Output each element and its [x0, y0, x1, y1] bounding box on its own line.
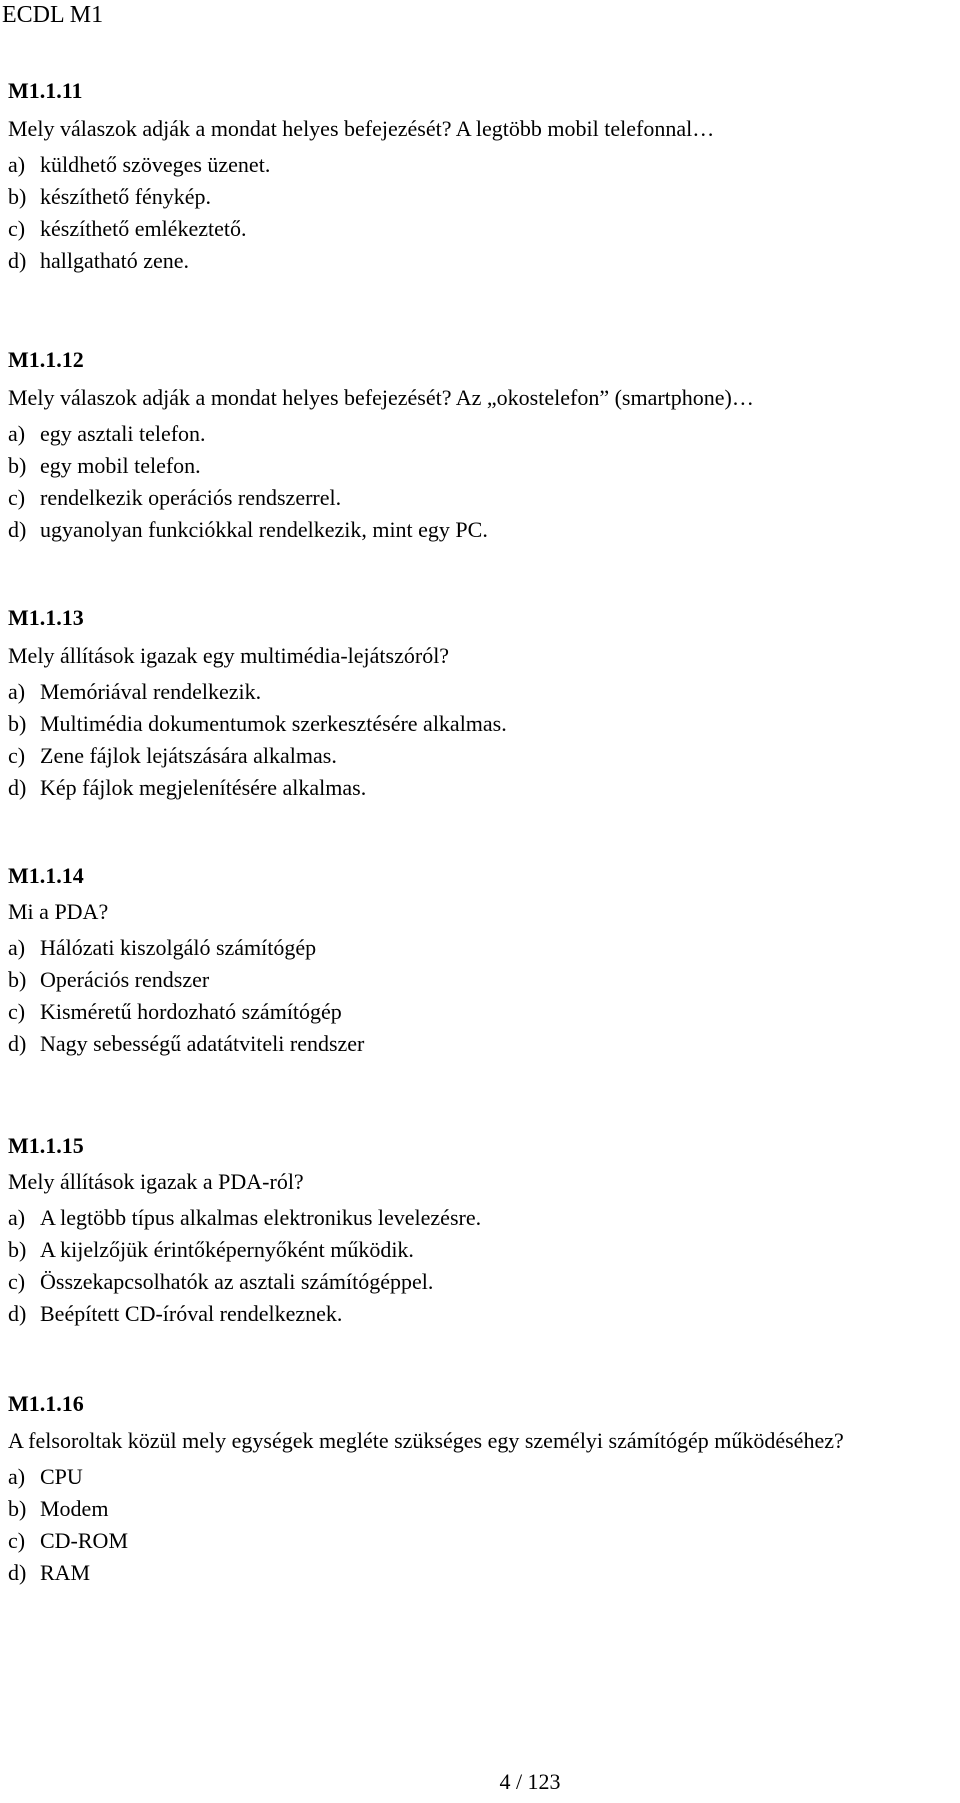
answer-option — [8, 1298, 952, 1330]
question-block — [8, 1133, 952, 1330]
question-id: M1.1.12 — [8, 347, 84, 372]
question-text: Mi a PDA? — [8, 899, 109, 924]
answer-option — [8, 149, 952, 181]
answer-option — [8, 181, 952, 213]
answer-text: Összekapcsolhatók az asztali számítógéppel. — [40, 1269, 434, 1294]
answer-letter: d) — [8, 248, 27, 273]
answer-option — [8, 1525, 952, 1557]
question-text: Mely állítások igazak a PDA-ról? — [8, 1169, 304, 1194]
answer-option — [8, 1028, 952, 1060]
answer-letter: a) — [8, 679, 26, 704]
question-block — [8, 605, 952, 804]
answer-text: A legtöbb típus alkalmas elektronikus levelezésre. — [40, 1205, 482, 1230]
answer-text: RAM — [40, 1560, 91, 1585]
answer-option — [8, 708, 952, 740]
answer-letter: a) — [8, 1205, 26, 1230]
question-id: M1.1.13 — [8, 605, 84, 630]
answer-letter: a) — [8, 1464, 26, 1489]
question-block — [8, 863, 952, 1060]
question-text: Mely válaszok adják a mondat helyes befejezését? A legtöbb mobil telefonnal… — [8, 116, 715, 141]
answer-text: Operációs rendszer — [40, 967, 210, 992]
question-text: A felsoroltak közül mely egységek megléte szükséges egy személyi számítógép működéséhez? — [8, 1428, 844, 1453]
answer-list — [8, 149, 952, 277]
answer-list — [8, 1461, 952, 1589]
question-id: M1.1.11 — [8, 78, 83, 103]
answer-option — [8, 213, 952, 245]
answer-text: készíthető fénykép. — [40, 184, 212, 209]
document-header: ECDL M1 — [2, 2, 104, 28]
answer-text: A kijelzőjük érintőképernyőként működik. — [40, 1237, 414, 1262]
answer-option — [8, 450, 952, 482]
page-number: 4 / 123 — [499, 1769, 561, 1794]
answer-letter: b) — [8, 1496, 27, 1521]
answer-letter: c) — [8, 999, 26, 1024]
answer-letter: a) — [8, 935, 26, 960]
answer-text: CD-ROM — [40, 1528, 129, 1553]
answer-text: Beépített CD-íróval rendelkeznek. — [40, 1301, 343, 1326]
answer-text: ugyanolyan funkciókkal rendelkezik, mint egy PC. — [40, 517, 488, 542]
answer-list — [8, 1202, 952, 1330]
answer-letter: d) — [8, 1301, 27, 1326]
answer-text: egy asztali telefon. — [40, 421, 206, 446]
answer-letter: c) — [8, 743, 26, 768]
answer-option — [8, 1234, 952, 1266]
answer-option — [8, 482, 952, 514]
question-block — [8, 347, 952, 546]
question-block — [8, 78, 952, 277]
answer-option — [8, 1557, 952, 1589]
answer-option — [8, 514, 952, 546]
answer-letter: d) — [8, 1560, 27, 1585]
answer-option — [8, 418, 952, 450]
answer-text: készíthető emlékeztető. — [40, 216, 247, 241]
answer-text: Hálózati kiszolgáló számítógép — [40, 935, 317, 960]
answer-option — [8, 932, 952, 964]
answer-option — [8, 245, 952, 277]
answer-text: Nagy sebességű adatátviteli rendszer — [40, 1031, 365, 1056]
answer-list — [8, 418, 952, 546]
answer-text: rendelkezik operációs rendszerrel. — [40, 485, 342, 510]
question-block — [8, 1391, 952, 1589]
answer-letter: d) — [8, 1031, 27, 1056]
answer-option — [8, 1202, 952, 1234]
answer-letter: a) — [8, 152, 26, 177]
answer-letter: d) — [8, 775, 27, 800]
answer-text: Zene fájlok lejátszására alkalmas. — [40, 743, 337, 768]
answer-letter: b) — [8, 711, 27, 736]
answer-letter: b) — [8, 453, 27, 478]
question-text: Mely válaszok adják a mondat helyes befejezését? Az „okostelefon” (smartphone)… — [8, 385, 754, 410]
answer-option — [8, 1266, 952, 1298]
answer-letter: c) — [8, 1528, 26, 1553]
answer-letter: b) — [8, 184, 27, 209]
answer-text: Modem — [40, 1496, 109, 1521]
question-id: M1.1.14 — [8, 863, 84, 888]
answer-text: hallgatható zene. — [40, 248, 190, 273]
answer-text: Kép fájlok megjelenítésére alkalmas. — [40, 775, 367, 800]
answer-text: küldhető szöveges üzenet. — [40, 152, 271, 177]
answer-letter: c) — [8, 216, 26, 241]
answer-text: Memóriával rendelkezik. — [40, 679, 262, 704]
answer-option — [8, 1461, 952, 1493]
answer-option — [8, 676, 952, 708]
answer-list — [8, 932, 952, 1060]
answer-text: Multimédia dokumentumok szerkesztésére alkalmas. — [40, 711, 507, 736]
answer-option — [8, 1493, 952, 1525]
answer-list — [8, 676, 952, 804]
question-text: Mely állítások igazak egy multimédia-lejátszóról? — [8, 643, 450, 668]
answer-text: Kisméretű hordozható számítógép — [40, 999, 342, 1024]
answer-letter: d) — [8, 517, 27, 542]
question-id: M1.1.15 — [8, 1133, 84, 1158]
answer-letter: a) — [8, 421, 26, 446]
answer-letter: b) — [8, 1237, 27, 1262]
answer-option — [8, 996, 952, 1028]
answer-option — [8, 964, 952, 996]
answer-text: egy mobil telefon. — [40, 453, 201, 478]
answer-letter: b) — [8, 967, 27, 992]
answer-option — [8, 772, 952, 804]
answer-letter: c) — [8, 485, 26, 510]
question-id: M1.1.16 — [8, 1391, 84, 1416]
answer-option — [8, 740, 952, 772]
answer-text: CPU — [40, 1464, 83, 1489]
answer-letter: c) — [8, 1269, 26, 1294]
